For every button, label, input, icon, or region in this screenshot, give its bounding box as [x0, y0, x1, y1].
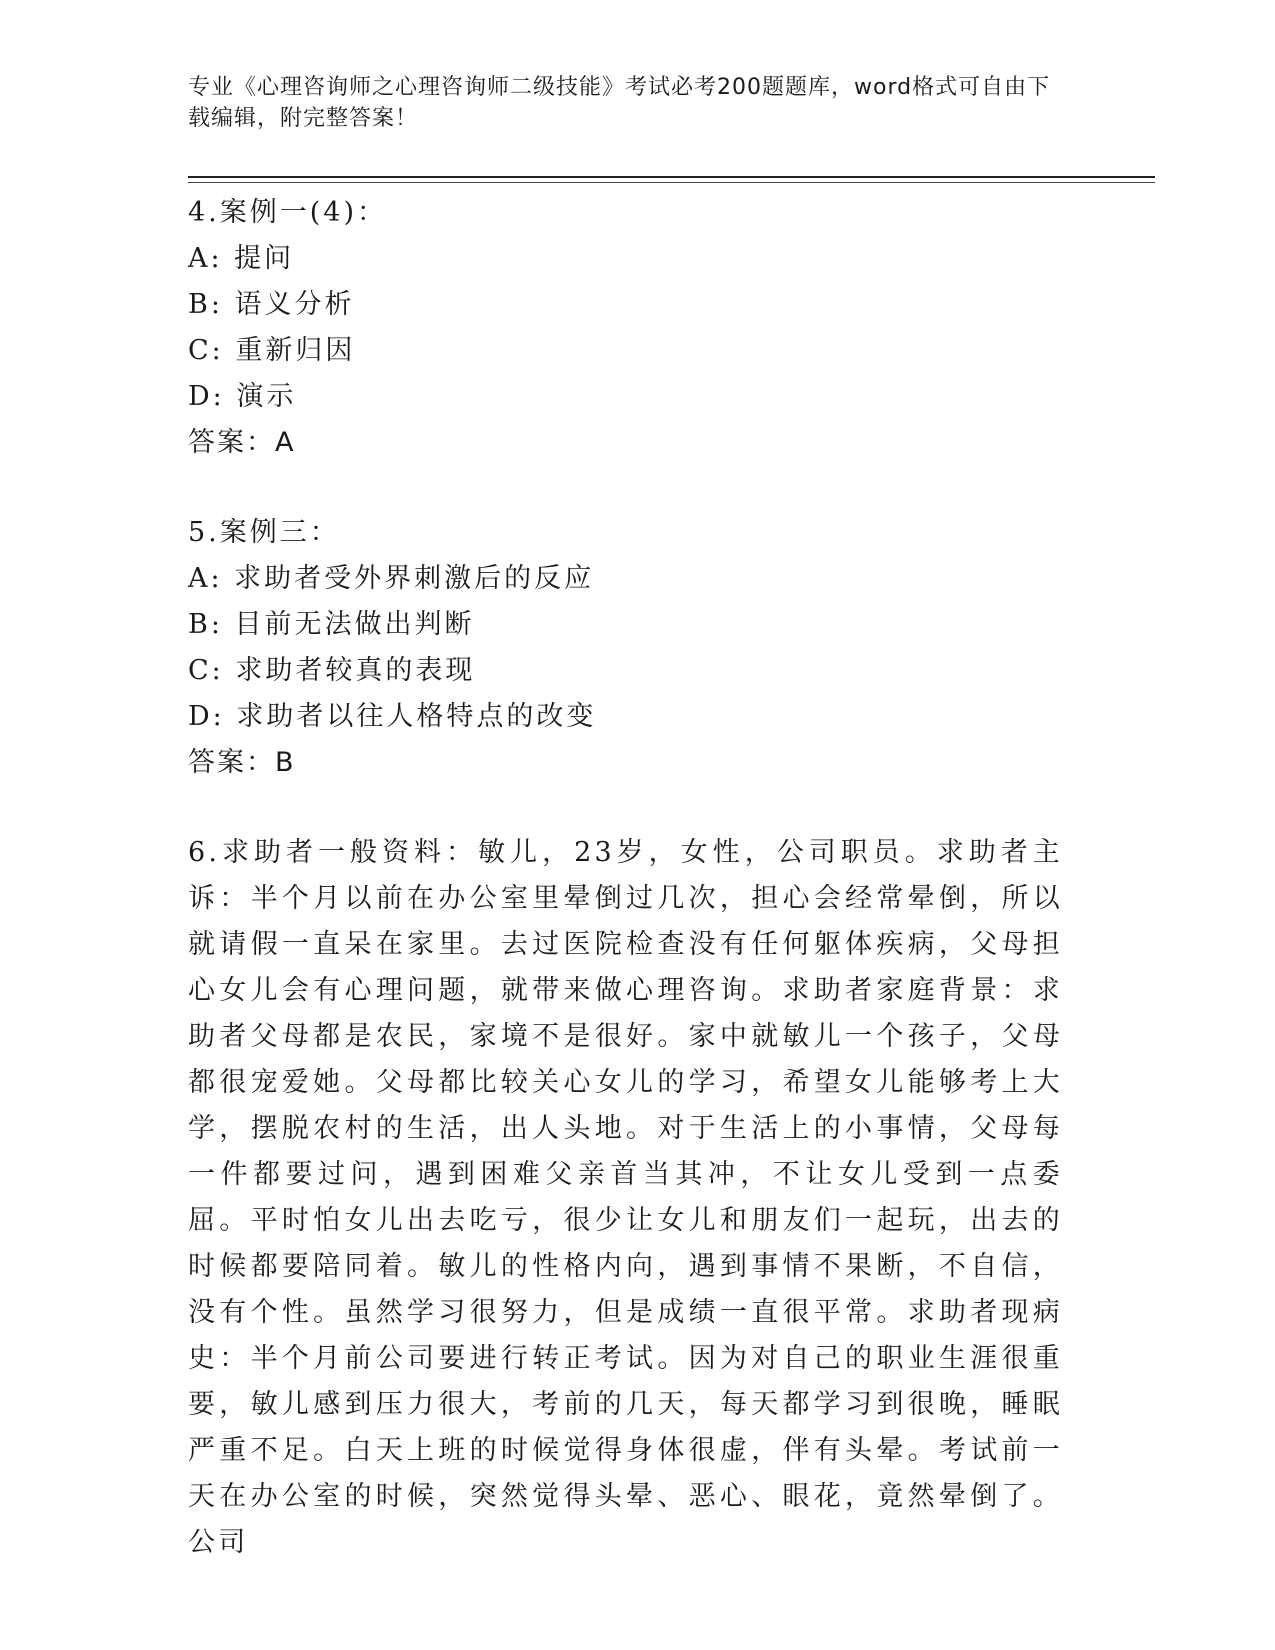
option-a: A: 提问 [188, 243, 295, 274]
header-divider-thick [188, 176, 1155, 178]
question-4 [188, 190, 1068, 466]
question-5 [188, 510, 1068, 786]
spacer [188, 466, 1068, 510]
option-d: D: 求助者以往人格特点的改变 [188, 701, 597, 732]
answer: 答案：A [188, 427, 296, 458]
option-a: A: 求助者受外界刺激后的反应 [188, 563, 595, 594]
option-b: B: 语义分析 [188, 289, 355, 320]
header-divider-thin [188, 182, 1155, 183]
option-d: D: 演示 [188, 381, 297, 412]
question-list [188, 190, 1068, 1566]
option-c: C: 求助者较真的表现 [188, 655, 476, 686]
question-title: 4.案例一(4)： [188, 197, 388, 228]
question-6 [188, 830, 1068, 1566]
answer: 答案：B [188, 747, 296, 778]
option-c: C: 重新归因 [188, 335, 356, 366]
case-paragraph: 6.求助者一般资料：敏儿，23岁，女性，公司职员。求助者主诉：半个月以前在办公室里晕倒过几次，担心会经常晕倒，所以就请假一直呆在家里。去过医院检查没有任何躯体疾病，父母担心女儿会有心理问题，就带来做心理咨询。求助者家庭背景：求助者父母都是农民，家境不是很好。家中就敏儿一个孩子，父母都很宠爱她。父母都比较关心女儿的学习，希望女儿能够考上大学，摆脱农村的生活，出人头地。对于生活上的小事情，父母每一件都要过问，遇到困难父亲首当其冲，不让女儿受到一点委屈。平时怕女儿出去吃亏，很少让女儿和朋友们一起玩，出去的时候都要陪同着。敏儿的性格内向，遇到事情不果断，不自信，没有个性。虽然学习很努力，但是成绩一直很平常。求助者现病史：半个月前公司要进行转正考试。因为对自己的职业生涯很重要，敏儿感到压力很大，考前的几天，每天都学习到很晚，睡眠严重不足。白天上班的时候觉得身体很虚，伴有头晕。考试前一天在办公室的时候，突然觉得头晕、恶心、眼花，竟然晕倒了。公司 [188, 837, 1063, 1558]
document-header: 专业《心理咨询师之心理咨询师二级技能》考试必考200题题库，word格式可自由下载编辑，附完整答案！ [188, 75, 1051, 131]
spacer [188, 786, 1068, 830]
question-title: 5.案例三： [188, 517, 340, 548]
option-b: B: 目前无法做出判断 [188, 609, 475, 640]
